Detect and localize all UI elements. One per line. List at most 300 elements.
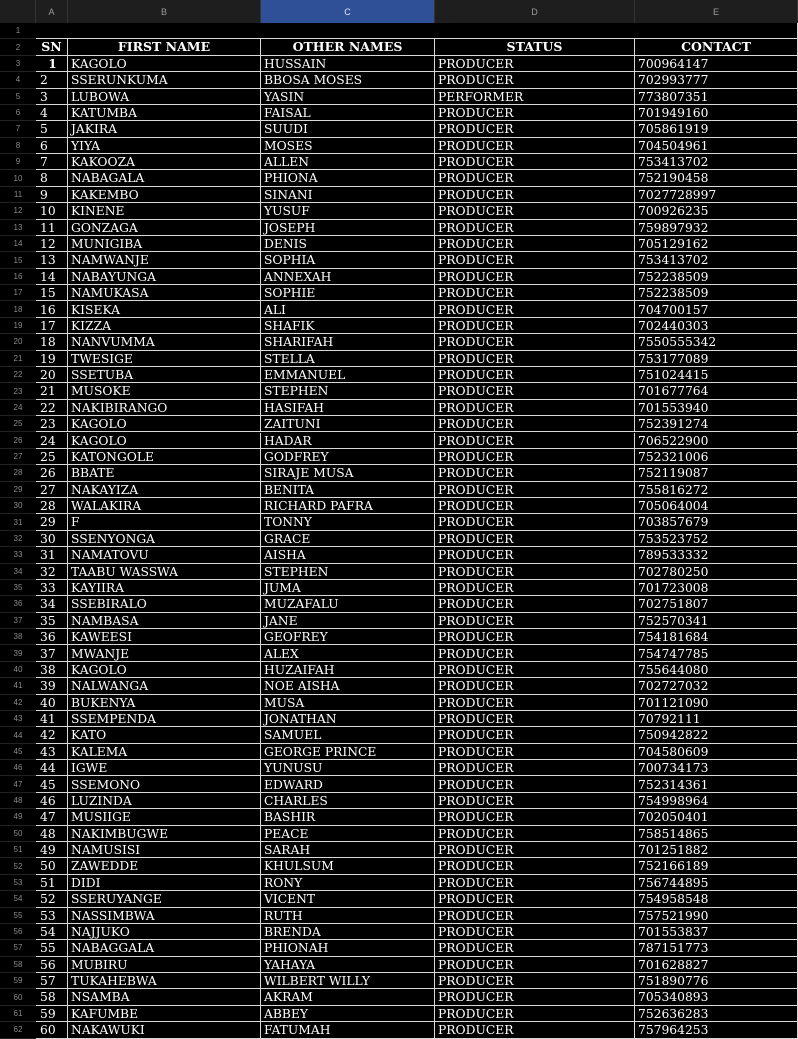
table-cell[interactable]: 50 [36, 858, 68, 874]
table-cell[interactable]: 754747785 [635, 645, 798, 661]
table-cell[interactable]: AKRAM [261, 989, 435, 1005]
table-cell[interactable]: KAYIIRA [68, 580, 261, 596]
table-cell[interactable]: NALWANGA [68, 678, 261, 694]
table-cell[interactable]: TWESIGE [68, 351, 261, 367]
row-header[interactable]: 50 [0, 826, 36, 842]
table-cell[interactable]: GRACE [261, 531, 435, 547]
table-cell[interactable]: 702050401 [635, 809, 798, 825]
table-cell[interactable]: 702993777 [635, 72, 798, 88]
table-cell[interactable]: MOSES [261, 138, 435, 154]
table-cell[interactable]: BASHIR [261, 809, 435, 825]
table-cell[interactable]: 757964253 [635, 1022, 798, 1038]
row-header[interactable]: 25 [0, 416, 36, 432]
row-header[interactable]: 21 [0, 351, 36, 367]
table-cell[interactable]: 16 [36, 301, 68, 317]
table-cell[interactable]: 753177089 [635, 351, 798, 367]
table-cell[interactable]: PRODUCER [435, 596, 635, 612]
table-cell[interactable]: KAGOLO [68, 662, 261, 678]
row-header[interactable]: 34 [0, 564, 36, 580]
table-cell[interactable]: PRODUCER [435, 416, 635, 432]
table-cell[interactable]: 38 [36, 662, 68, 678]
row-header[interactable]: 26 [0, 433, 36, 449]
table-cell[interactable]: YUSUF [261, 203, 435, 219]
table-cell[interactable]: AISHA [261, 547, 435, 563]
table-cell[interactable]: SHAFIK [261, 318, 435, 334]
table-cell[interactable]: 59 [36, 1006, 68, 1022]
table-cell[interactable]: HUSSAIN [261, 56, 435, 72]
table-cell[interactable]: 58 [36, 989, 68, 1005]
table-cell[interactable]: SSETUBA [68, 367, 261, 383]
table-cell[interactable]: TUKAHEBWA [68, 973, 261, 989]
table-cell[interactable]: JANE [261, 613, 435, 629]
row-header[interactable]: 43 [0, 711, 36, 727]
table-cell[interactable]: VICENT [261, 891, 435, 907]
column-header-b[interactable]: B [68, 0, 261, 23]
table-cell[interactable]: PRODUCER [435, 465, 635, 481]
table-cell[interactable]: 752636283 [635, 1006, 798, 1022]
table-cell[interactable]: 751890776 [635, 973, 798, 989]
table-cell[interactable]: WILBERT WILLY [261, 973, 435, 989]
table-cell[interactable]: 755816272 [635, 482, 798, 498]
table-cell[interactable]: PRODUCER [435, 334, 635, 350]
table-cell[interactable]: PRODUCER [435, 645, 635, 661]
table-cell[interactable]: TONNY [261, 514, 435, 530]
table-cell[interactable]: PRODUCER [435, 318, 635, 334]
table-cell[interactable]: 20 [36, 367, 68, 383]
table-cell[interactable]: MUZAFALU [261, 596, 435, 612]
table-cell[interactable]: 28 [36, 498, 68, 514]
table-cell[interactable]: 32 [36, 564, 68, 580]
header-first-name[interactable]: FIRST NAME [68, 39, 261, 55]
table-cell[interactable]: PRODUCER [435, 564, 635, 580]
table-cell[interactable]: PRODUCER [435, 56, 635, 72]
table-cell[interactable]: 15 [36, 285, 68, 301]
table-cell[interactable]: PHIONAH [261, 940, 435, 956]
table-cell[interactable]: 701553837 [635, 924, 798, 940]
table-cell[interactable]: FATUMAH [261, 1022, 435, 1038]
table-cell[interactable]: KAGOLO [68, 56, 261, 72]
table-cell[interactable]: 14 [36, 269, 68, 285]
row-header[interactable]: 35 [0, 580, 36, 596]
table-cell[interactable]: 37 [36, 645, 68, 661]
table-cell[interactable]: 702440303 [635, 318, 798, 334]
table-cell[interactable]: ABBEY [261, 1006, 435, 1022]
table-cell[interactable]: 43 [36, 744, 68, 760]
table-cell[interactable]: 7027728997 [635, 187, 798, 203]
table-cell[interactable]: PRODUCER [435, 121, 635, 137]
table-cell[interactable]: 6 [36, 138, 68, 154]
table-cell[interactable]: STEPHEN [261, 564, 435, 580]
table-cell[interactable]: NABAGALA [68, 170, 261, 186]
table-cell[interactable]: 752314361 [635, 776, 798, 792]
table-cell[interactable]: 789533332 [635, 547, 798, 563]
table-cell[interactable]: 701251882 [635, 842, 798, 858]
table-cell[interactable]: 10 [36, 203, 68, 219]
table-cell[interactable]: NANVUMMA [68, 334, 261, 350]
table-cell[interactable]: ALI [261, 301, 435, 317]
row-header[interactable]: 4 [0, 72, 36, 88]
table-cell[interactable]: PRODUCER [435, 301, 635, 317]
table-cell[interactable]: 9 [36, 187, 68, 203]
table-cell[interactable]: 757521990 [635, 908, 798, 924]
table-cell[interactable]: SAMUEL [261, 727, 435, 743]
row-header[interactable]: 38 [0, 629, 36, 645]
table-cell[interactable]: ALEX [261, 645, 435, 661]
table-cell[interactable]: NABAGGALA [68, 940, 261, 956]
table-cell[interactable]: PRODUCER [435, 776, 635, 792]
table-cell[interactable]: SOPHIE [261, 285, 435, 301]
table-cell[interactable]: NAMWANJE [68, 252, 261, 268]
column-header-e[interactable]: E [635, 0, 798, 23]
table-cell[interactable]: 701723008 [635, 580, 798, 596]
row-header[interactable]: 42 [0, 695, 36, 711]
table-cell[interactable]: 752119087 [635, 465, 798, 481]
table-cell[interactable]: 48 [36, 826, 68, 842]
table-cell[interactable]: 8 [36, 170, 68, 186]
table-cell[interactable]: EMMANUEL [261, 367, 435, 383]
table-cell[interactable]: HUZAIFAH [261, 662, 435, 678]
table-cell[interactable]: NABAYUNGA [68, 269, 261, 285]
table-cell[interactable]: KAFUMBE [68, 1006, 261, 1022]
table-cell[interactable]: GEORGE PRINCE [261, 744, 435, 760]
table-cell[interactable]: SHARIFAH [261, 334, 435, 350]
table-cell[interactable]: PRODUCER [435, 1022, 635, 1038]
table-cell[interactable]: PERFORMER [435, 89, 635, 105]
table-cell[interactable]: KATUMBA [68, 105, 261, 121]
table-cell[interactable]: PRODUCER [435, 433, 635, 449]
table-cell[interactable]: PRODUCER [435, 203, 635, 219]
table-cell[interactable]: 29 [36, 514, 68, 530]
table-cell[interactable]: TAABU WASSWA [68, 564, 261, 580]
row-header[interactable]: 9 [0, 154, 36, 170]
table-cell[interactable]: KATO [68, 727, 261, 743]
row-header[interactable]: 22 [0, 367, 36, 383]
table-cell[interactable]: PRODUCER [435, 220, 635, 236]
table-cell[interactable]: KATONGOLE [68, 449, 261, 465]
table-cell[interactable]: PRODUCER [435, 72, 635, 88]
table-cell[interactable]: EDWARD [261, 776, 435, 792]
table-cell[interactable]: PRODUCER [435, 252, 635, 268]
table-cell[interactable]: 7 [36, 154, 68, 170]
table-cell[interactable]: 758514865 [635, 826, 798, 842]
row-header[interactable]: 1 [0, 23, 36, 39]
table-cell[interactable]: PRODUCER [435, 105, 635, 121]
table-cell[interactable]: 750942822 [635, 727, 798, 743]
table-cell[interactable]: PRODUCER [435, 842, 635, 858]
table-cell[interactable]: 753413702 [635, 154, 798, 170]
row-header[interactable]: 32 [0, 531, 36, 547]
table-cell[interactable]: YIYA [68, 138, 261, 154]
row-header[interactable]: 24 [0, 400, 36, 416]
table-cell[interactable]: 702780250 [635, 564, 798, 580]
table-cell[interactable]: PHIONA [261, 170, 435, 186]
row-header[interactable]: 14 [0, 236, 36, 252]
table-cell[interactable]: 787151773 [635, 940, 798, 956]
table-cell[interactable]: STELLA [261, 351, 435, 367]
table-cell[interactable]: RUTH [261, 908, 435, 924]
table-cell[interactable]: PRODUCER [435, 875, 635, 891]
table-cell[interactable]: YAHAYA [261, 957, 435, 973]
row-header[interactable]: 19 [0, 318, 36, 334]
table-cell[interactable]: 752570341 [635, 613, 798, 629]
table-cell[interactable]: SIRAJE MUSA [261, 465, 435, 481]
table-cell[interactable]: 755644080 [635, 662, 798, 678]
table-cell[interactable]: GODFREY [261, 449, 435, 465]
row-header[interactable]: 5 [0, 89, 36, 105]
table-cell[interactable]: 52 [36, 891, 68, 907]
table-cell[interactable]: 701628827 [635, 957, 798, 973]
table-cell[interactable]: 5 [36, 121, 68, 137]
table-cell[interactable]: NAKAYIZA [68, 482, 261, 498]
table-cell[interactable]: 752321006 [635, 449, 798, 465]
table-cell[interactable]: PRODUCER [435, 908, 635, 924]
table-cell[interactable]: KIZZA [68, 318, 261, 334]
table-cell[interactable]: PRODUCER [435, 858, 635, 874]
table-cell[interactable]: NAKAWUKI [68, 1022, 261, 1038]
table-cell[interactable]: PEACE [261, 826, 435, 842]
table-cell[interactable]: PRODUCER [435, 629, 635, 645]
table-cell[interactable]: 752391274 [635, 416, 798, 432]
table-cell[interactable]: PRODUCER [435, 678, 635, 694]
table-cell[interactable]: PRODUCER [435, 236, 635, 252]
table-cell[interactable]: PRODUCER [435, 154, 635, 170]
sheet-cell[interactable] [36, 23, 798, 39]
table-cell[interactable]: PRODUCER [435, 809, 635, 825]
table-cell[interactable]: NAJJUKO [68, 924, 261, 940]
table-cell[interactable]: NAKIBIRANGO [68, 400, 261, 416]
column-header-d[interactable]: D [435, 0, 635, 23]
table-cell[interactable]: BBATE [68, 465, 261, 481]
table-cell[interactable]: PRODUCER [435, 269, 635, 285]
table-cell[interactable]: PRODUCER [435, 498, 635, 514]
table-cell[interactable]: MUNIGIBA [68, 236, 261, 252]
table-cell[interactable]: KAKOOZA [68, 154, 261, 170]
table-cell[interactable]: PRODUCER [435, 400, 635, 416]
table-cell[interactable]: 41 [36, 711, 68, 727]
table-cell[interactable]: 702727032 [635, 678, 798, 694]
row-header[interactable]: 8 [0, 138, 36, 154]
table-cell[interactable]: 700734173 [635, 760, 798, 776]
row-header[interactable]: 20 [0, 334, 36, 350]
row-header[interactable]: 54 [0, 891, 36, 907]
table-cell[interactable]: 33 [36, 580, 68, 596]
table-cell[interactable]: 701949160 [635, 105, 798, 121]
row-header[interactable]: 10 [0, 170, 36, 186]
row-header[interactable]: 58 [0, 957, 36, 973]
row-header[interactable]: 55 [0, 908, 36, 924]
table-cell[interactable]: 19 [36, 351, 68, 367]
table-cell[interactable]: KAWEESI [68, 629, 261, 645]
table-cell[interactable]: 752190458 [635, 170, 798, 186]
row-header[interactable]: 41 [0, 678, 36, 694]
table-cell[interactable]: SSERUNKUMA [68, 72, 261, 88]
row-header[interactable]: 31 [0, 514, 36, 530]
table-cell[interactable]: NASSIMBWA [68, 908, 261, 924]
table-cell[interactable]: JOSEPH [261, 220, 435, 236]
table-cell[interactable]: RICHARD PAFRA [261, 498, 435, 514]
table-cell[interactable]: PRODUCER [435, 989, 635, 1005]
header-sn[interactable]: SN [36, 39, 68, 55]
table-cell[interactable]: SSEBIRALO [68, 596, 261, 612]
table-cell[interactable]: NOE AISHA [261, 678, 435, 694]
table-cell[interactable]: PRODUCER [435, 662, 635, 678]
table-cell[interactable]: PRODUCER [435, 711, 635, 727]
table-cell[interactable]: KAGOLO [68, 416, 261, 432]
table-cell[interactable]: 22 [36, 400, 68, 416]
table-cell[interactable]: 12 [36, 236, 68, 252]
table-cell[interactable]: NSAMBA [68, 989, 261, 1005]
table-cell[interactable]: ANNEXAH [261, 269, 435, 285]
table-cell[interactable]: PRODUCER [435, 973, 635, 989]
table-cell[interactable]: KAGOLO [68, 433, 261, 449]
table-cell[interactable]: 49 [36, 842, 68, 858]
table-cell[interactable]: SARAH [261, 842, 435, 858]
table-cell[interactable]: 700964147 [635, 56, 798, 72]
table-cell[interactable]: 47 [36, 809, 68, 825]
row-header[interactable]: 40 [0, 662, 36, 678]
table-cell[interactable]: MUSIIGE [68, 809, 261, 825]
table-cell[interactable]: 1 [36, 56, 68, 72]
table-cell[interactable]: 759897932 [635, 220, 798, 236]
table-cell[interactable]: 706522900 [635, 433, 798, 449]
table-cell[interactable]: JONATHAN [261, 711, 435, 727]
row-header[interactable]: 49 [0, 809, 36, 825]
table-cell[interactable]: DENIS [261, 236, 435, 252]
table-cell[interactable]: PRODUCER [435, 482, 635, 498]
table-cell[interactable]: ZAWEDDE [68, 858, 261, 874]
table-cell[interactable]: PRODUCER [435, 170, 635, 186]
table-cell[interactable]: 702751807 [635, 596, 798, 612]
header-status[interactable]: STATUS [435, 39, 635, 55]
table-cell[interactable]: 27 [36, 482, 68, 498]
table-cell[interactable]: HASIFAH [261, 400, 435, 416]
table-cell[interactable]: 704504961 [635, 138, 798, 154]
table-cell[interactable]: 700926235 [635, 203, 798, 219]
table-cell[interactable]: 46 [36, 793, 68, 809]
table-cell[interactable]: BBOSA MOSES [261, 72, 435, 88]
table-cell[interactable]: ZAITUNI [261, 416, 435, 432]
table-cell[interactable]: KHULSUM [261, 858, 435, 874]
table-cell[interactable]: 40 [36, 695, 68, 711]
table-cell[interactable]: 45 [36, 776, 68, 792]
table-cell[interactable]: 31 [36, 547, 68, 563]
table-cell[interactable]: CHARLES [261, 793, 435, 809]
table-cell[interactable]: 4 [36, 105, 68, 121]
table-cell[interactable]: MUSA [261, 695, 435, 711]
table-cell[interactable]: 701553940 [635, 400, 798, 416]
table-cell[interactable]: PRODUCER [435, 187, 635, 203]
table-cell[interactable]: YUNUSU [261, 760, 435, 776]
table-cell[interactable]: 756744895 [635, 875, 798, 891]
table-cell[interactable]: HADAR [261, 433, 435, 449]
table-cell[interactable]: 25 [36, 449, 68, 465]
table-cell[interactable]: KAKEMBO [68, 187, 261, 203]
table-cell[interactable]: SOPHIA [261, 252, 435, 268]
table-cell[interactable]: PRODUCER [435, 531, 635, 547]
table-cell[interactable]: SUUDI [261, 121, 435, 137]
table-cell[interactable]: 701677764 [635, 383, 798, 399]
table-cell[interactable]: IGWE [68, 760, 261, 776]
table-cell[interactable]: 751024415 [635, 367, 798, 383]
row-header[interactable]: 61 [0, 1006, 36, 1022]
row-header[interactable]: 15 [0, 252, 36, 268]
table-cell[interactable]: 60 [36, 1022, 68, 1038]
table-cell[interactable]: FAISAL [261, 105, 435, 121]
row-header[interactable]: 16 [0, 269, 36, 285]
table-cell[interactable]: PRODUCER [435, 351, 635, 367]
table-cell[interactable]: GEOFREY [261, 629, 435, 645]
table-cell[interactable]: JAKIRA [68, 121, 261, 137]
table-cell[interactable]: SINANI [261, 187, 435, 203]
row-header[interactable]: 18 [0, 301, 36, 317]
row-header[interactable]: 39 [0, 645, 36, 661]
table-cell[interactable]: 26 [36, 465, 68, 481]
table-cell[interactable]: SSEMPENDA [68, 711, 261, 727]
row-header[interactable]: 46 [0, 760, 36, 776]
table-cell[interactable]: PRODUCER [435, 580, 635, 596]
table-cell[interactable]: MWANJE [68, 645, 261, 661]
table-cell[interactable]: 42 [36, 727, 68, 743]
table-cell[interactable]: 18 [36, 334, 68, 350]
table-cell[interactable]: PRODUCER [435, 793, 635, 809]
table-cell[interactable]: NAKIMBUGWE [68, 826, 261, 842]
row-header[interactable]: 23 [0, 383, 36, 399]
table-cell[interactable]: PRODUCER [435, 367, 635, 383]
table-cell[interactable]: 754958548 [635, 891, 798, 907]
table-cell[interactable]: BRENDA [261, 924, 435, 940]
table-cell[interactable]: 44 [36, 760, 68, 776]
table-cell[interactable]: 752166189 [635, 858, 798, 874]
row-header[interactable]: 56 [0, 924, 36, 940]
table-cell[interactable]: KINENE [68, 203, 261, 219]
row-header[interactable]: 62 [0, 1022, 36, 1038]
table-cell[interactable]: 704580609 [635, 744, 798, 760]
table-cell[interactable]: RONY [261, 875, 435, 891]
table-cell[interactable]: 3 [36, 89, 68, 105]
table-cell[interactable]: 705129162 [635, 236, 798, 252]
table-cell[interactable]: BUKENYA [68, 695, 261, 711]
table-cell[interactable]: 21 [36, 383, 68, 399]
row-header[interactable]: 33 [0, 547, 36, 563]
table-cell[interactable]: 17 [36, 318, 68, 334]
column-header-c[interactable]: C [261, 0, 435, 23]
table-cell[interactable]: WALAKIRA [68, 498, 261, 514]
table-cell[interactable]: 753523752 [635, 531, 798, 547]
table-cell[interactable]: PRODUCER [435, 727, 635, 743]
table-cell[interactable]: 705064004 [635, 498, 798, 514]
row-header[interactable]: 13 [0, 220, 36, 236]
table-cell[interactable]: PRODUCER [435, 891, 635, 907]
table-cell[interactable]: PRODUCER [435, 514, 635, 530]
row-header[interactable]: 17 [0, 285, 36, 301]
table-cell[interactable]: 705861919 [635, 121, 798, 137]
row-header[interactable]: 30 [0, 498, 36, 514]
row-header[interactable]: 48 [0, 793, 36, 809]
table-cell[interactable]: STEPHEN [261, 383, 435, 399]
row-header[interactable]: 37 [0, 613, 36, 629]
table-cell[interactable]: 703857679 [635, 514, 798, 530]
table-cell[interactable]: 57 [36, 973, 68, 989]
row-header[interactable]: 51 [0, 842, 36, 858]
table-cell[interactable]: SSENYONGA [68, 531, 261, 547]
table-cell[interactable]: 51 [36, 875, 68, 891]
table-cell[interactable]: KALEMA [68, 744, 261, 760]
row-header[interactable]: 36 [0, 596, 36, 612]
table-cell[interactable]: 2 [36, 72, 68, 88]
table-cell[interactable]: NAMATOVU [68, 547, 261, 563]
table-cell[interactable]: 754181684 [635, 629, 798, 645]
select-all-corner[interactable] [0, 0, 36, 23]
